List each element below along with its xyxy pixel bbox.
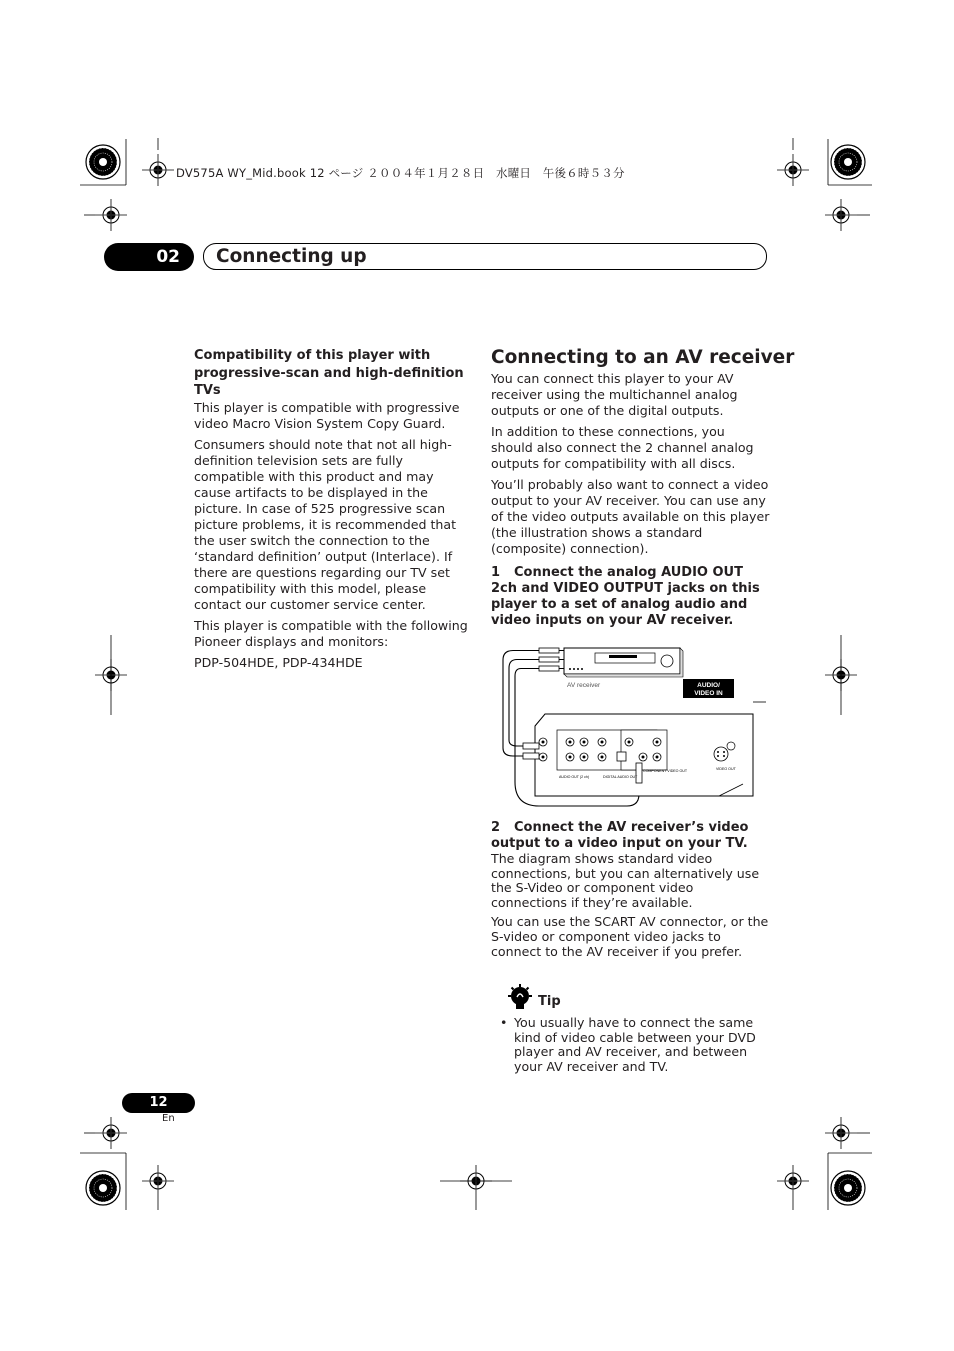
- chapter-title: Connecting up: [216, 246, 367, 267]
- step-2: [491, 820, 770, 852]
- digital-audio-out-label: DIGITAL AUDIO OUT: [603, 775, 638, 779]
- audio-video-in-label: [683, 679, 734, 698]
- svg-text:VIDEO IN: VIDEO IN: [694, 690, 723, 697]
- left-column: [194, 347, 472, 676]
- tip-text: You usually have to connect the same kind of video cable between your DVD player and AV receiver, and between your AV receiver and TV.: [514, 1015, 756, 1074]
- step-number: 1: [491, 565, 501, 580]
- receiver-plugs: [539, 648, 564, 671]
- dvd-player-rear-panel: [523, 702, 766, 796]
- section-title: Connecting to an AV receiver: [491, 347, 795, 368]
- right-column-lower: [491, 820, 770, 959]
- chapter-number: 02: [104, 243, 194, 271]
- paragraph: PDP-504HDE, PDP-434HDE: [194, 654, 363, 670]
- paragraph: This player is compatible with the following Pioneer displays and monitors:: [194, 617, 468, 649]
- connection-diagram: [491, 642, 766, 812]
- tip-lightbulb-icon: [506, 984, 534, 1012]
- page-number: 12: [122, 1093, 195, 1113]
- paragraph: The diagram shows standard video connections, but you can alternatively use the S-Video or component video connections if they’re available.: [491, 851, 760, 910]
- svg-text:AUDIO/: AUDIO/: [697, 682, 720, 689]
- step-1: [491, 565, 770, 629]
- paragraph: This player is compatible with progressive video Macro Vision System Copy Guard.: [194, 399, 460, 431]
- tip-item: [500, 1016, 768, 1074]
- step-text: Connect the analog AUDIO OUT 2ch and VIDEO OUTPUT jacks on this player to a set of analog audio and video inputs on your AV receiver.: [491, 565, 760, 628]
- paragraph: In addition to these connections, you should also connect the 2 channel analog outputs for compatibility with all discs.: [491, 424, 754, 471]
- step-text: Connect the AV receiver’s video output to a video input on your TV.: [491, 820, 749, 851]
- bullet: •: [500, 1015, 508, 1030]
- registration-star-icon: [86, 145, 120, 179]
- step-number: 2: [491, 820, 501, 835]
- compatibility-heading: Compatibility of this player with progressive-scan and high-definition TVs: [194, 348, 464, 398]
- paragraph: Consumers should note that not all high-definition television sets are fully compatible with this product and may cause artifacts to be displayed in the picture. In case of 525 progressive scan picture problems, it is recommended that the user switch the connection to the ‘standard definition’ output (Interlace). If there are questions regarding our TV set compatibility with this model, please contact our customer service center.: [194, 436, 457, 612]
- paragraph: You can connect this player to your AV receiver using the multichannel analog outputs or one of the digital outputs.: [491, 371, 738, 418]
- paragraph: You’ll probably also want to connect a video output to your AV receiver. You can use any of the video outputs available on this player (the illustration shows a standard (composite) connection).: [491, 477, 770, 556]
- page-language: En: [162, 1113, 175, 1124]
- tip-title: Tip: [538, 994, 561, 1009]
- av-receiver-label: AV receiver: [567, 682, 601, 689]
- video-out-label: VIDEO OUT: [716, 767, 736, 771]
- right-column-upper: [491, 347, 795, 629]
- paragraph: You can use the SCART AV connector, or the S-video or component video jacks to connect to the AV receiver if you prefer.: [491, 914, 769, 959]
- print-header: DV575A WY_Mid.book 12 ページ ２００４年１月２８日 水曜日 午後６時５３分: [176, 166, 625, 180]
- audio-out-label: AUDIO OUT (2 ch): [559, 775, 590, 779]
- component-video-out-label: COMPONENT VIDEO OUT: [643, 769, 688, 773]
- av-receiver: [564, 648, 683, 677]
